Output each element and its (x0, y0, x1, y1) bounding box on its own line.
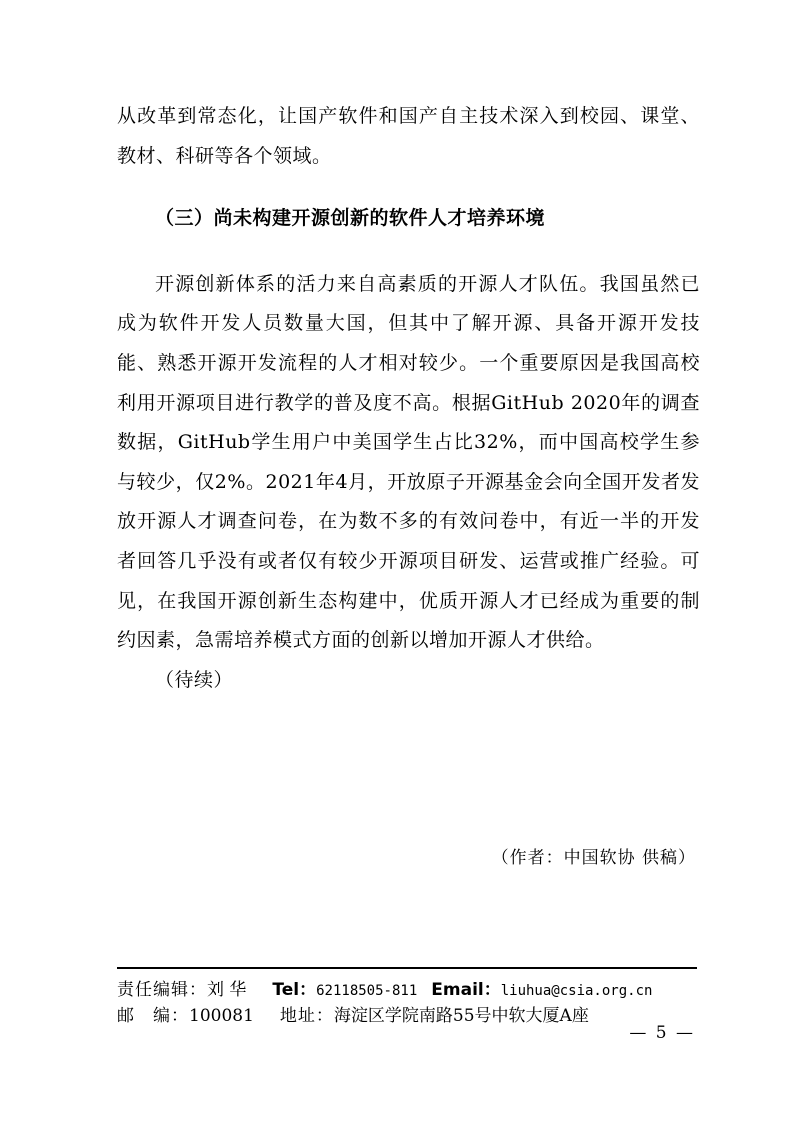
to-be-continued-note: （待续） (155, 668, 234, 691)
author-note: （作者：中国软协 供稿） (491, 848, 696, 868)
continued-paragraph: 从改革到常态化，让国产软件和国产自主技术深入到校园、课堂、教材、科研等各个领域。 (117, 105, 700, 167)
tel-label: Tel： (272, 980, 317, 1000)
email-label: Email： (431, 980, 501, 1000)
footer-contact-line (117, 975, 697, 1000)
address-value: 海淀区学院南路55号中软大厦A座 (333, 1006, 589, 1026)
editor-label: 责任编辑： (117, 980, 207, 1000)
section-heading: （三）尚未构建开源创新的软件人才培养环境 (155, 207, 546, 230)
postcode-value: 100081 (189, 1006, 254, 1026)
body-paragraph: 开源创新体系的活力来自高素质的开源人才队伍。我国虽然已成为软件开发人员数量大国，但其中了解开源、具备开源开发技能、熟悉开源开发流程的人才相对较少。一个重要原因是我国高校利用开源项目进行教学的普及度不高。根据GitHub 2020年的调查数据，GitHub学生用户中美国学生占比32%，而中国高校学生参与较少，仅2%。2021年4月，开放原子开源基金会向全国开发者发放开源人才调查问卷，在为数不多的有效问卷中，有近一半的开发者回答几乎没有或者仅有较少开源项目研发、运营或推广经验。可见，在我国开源创新生态构建中，优质开源人才已经成为重要的制约因素，急需培养模式方面的创新以增加开源人才供给。 (117, 272, 700, 652)
body-text (117, 97, 700, 700)
address-label: 地址： (279, 1006, 334, 1026)
footer-divider (117, 967, 697, 969)
editor-name: 刘 华 (207, 980, 247, 1000)
postcode-label: 邮 编： (117, 1006, 189, 1026)
footer-address-line (117, 1001, 697, 1026)
tel-value: 62118505-811 (316, 983, 418, 999)
page-number: — 5 — (629, 1023, 695, 1043)
email-value: liuhua@csia.org.cn (500, 983, 653, 999)
